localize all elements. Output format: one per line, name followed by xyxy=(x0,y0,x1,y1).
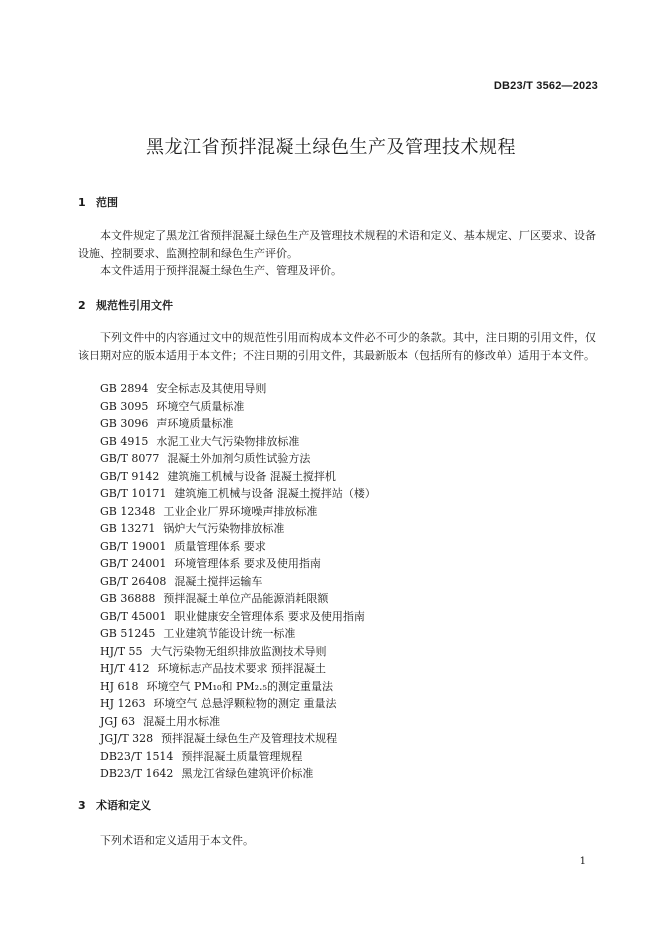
list-item xyxy=(100,590,600,608)
list-item xyxy=(100,520,600,538)
reference-title: 安全标志及其使用导则 xyxy=(156,382,267,395)
list-item xyxy=(100,748,600,766)
reference-code: GB 3096 xyxy=(100,417,149,430)
reference-code: GB/T 19001 xyxy=(100,539,167,553)
list-item xyxy=(100,643,600,661)
reference-title: 黑龙江省绿色建筑评价标准 xyxy=(181,767,314,780)
section-title: 术语和定义 xyxy=(96,799,151,812)
section-heading-normative-references xyxy=(78,297,173,313)
reference-code: GB/T 8077 xyxy=(100,452,160,465)
reference-code: GB/T 45001 xyxy=(100,609,167,623)
reference-code: HJ/T 412 xyxy=(100,662,150,675)
list-item xyxy=(100,538,600,556)
paragraph: 下列术语和定义适用于本文件。 xyxy=(100,834,254,847)
list-item xyxy=(100,503,600,521)
section-number: 3 xyxy=(78,799,86,812)
list-item xyxy=(100,415,600,433)
paragraph: 本文件规定了黑龙江省预拌混凝土绿色生产及管理技术规程的术语和定义、基本规定、厂区要求、设备设施、控制要求、监测控制和绿色生产评价。 xyxy=(78,229,596,260)
reference-code: GB 51245 xyxy=(100,627,156,640)
reference-title: 环境空气 PM₁₀和 PM₂.₅的测定重量法 xyxy=(146,679,333,693)
list-item xyxy=(100,398,600,416)
section-number: 2 xyxy=(78,299,86,312)
reference-code: GB 4915 xyxy=(100,434,149,448)
reference-title: 建筑施工机械与设备 混凝土搅拌机 xyxy=(167,469,336,483)
list-item xyxy=(100,433,600,451)
reference-title: 预拌混凝土绿色生产及管理技术规程 xyxy=(161,732,338,745)
reference-code: GB/T 9142 xyxy=(100,469,160,483)
list-item xyxy=(100,468,600,486)
reference-code: HJ 618 xyxy=(100,679,139,693)
reference-title: 声环境质量标准 xyxy=(156,417,234,430)
reference-title: 环境标志产品技术要求 预拌混凝土 xyxy=(157,662,327,675)
document-code: DB23/T 3562—2023 xyxy=(493,80,598,92)
reference-code: HJ/T 55 xyxy=(100,644,143,658)
paragraph: 下列文件中的内容通过文中的规范性引用而构成本文件必不可少的条款。其中，注日期的引用文件，仅该日期对应的版本适用于本文件；不注日期的引用文件，其最新版本（包括所有的修改单）适用于本文件。 xyxy=(78,331,596,362)
reference-code: GB 3095 xyxy=(100,399,149,413)
reference-title: 混凝土用水标准 xyxy=(143,714,221,728)
reference-code: DB23/T 1642 xyxy=(100,767,174,780)
list-item xyxy=(100,625,600,643)
list-item xyxy=(100,730,600,748)
list-item xyxy=(100,678,600,696)
reference-code: GB/T 10171 xyxy=(100,487,167,500)
list-item xyxy=(100,695,600,713)
reference-code: HJ 1263 xyxy=(100,697,146,710)
section-heading-scope xyxy=(78,194,118,210)
list-item xyxy=(100,555,600,573)
section-heading-terms-definitions xyxy=(78,797,151,813)
reference-title: 质量管理体系 要求 xyxy=(174,539,266,553)
reference-list xyxy=(100,380,600,783)
section-title: 规范性引用文件 xyxy=(96,299,173,312)
section-number: 1 xyxy=(78,196,86,209)
list-item xyxy=(100,765,600,783)
list-item xyxy=(100,660,600,678)
paragraph: 本文件适用于预拌混凝土绿色生产、管理及评价。 xyxy=(100,264,342,277)
reference-title: 工业企业厂界环境噪声排放标准 xyxy=(163,504,318,518)
reference-code: GB 2894 xyxy=(100,382,149,395)
reference-code: JGJ 63 xyxy=(100,714,136,728)
reference-title: 环境空气 总悬浮颗粒物的测定 重量法 xyxy=(153,697,337,710)
reference-title: 预拌混凝土单位产品能源消耗限额 xyxy=(163,592,329,605)
reference-title: 预拌混凝土质量管理规程 xyxy=(181,749,303,763)
page-number: 1 xyxy=(579,856,586,867)
reference-code: JGJ/T 328 xyxy=(100,732,154,745)
list-item xyxy=(100,380,600,398)
list-item xyxy=(100,485,600,503)
section-title: 范围 xyxy=(96,196,118,209)
list-item xyxy=(100,608,600,626)
list-item xyxy=(100,450,600,468)
reference-code: GB 12348 xyxy=(100,504,156,518)
reference-code: DB23/T 1514 xyxy=(100,749,174,763)
reference-code: GB 36888 xyxy=(100,592,156,605)
reference-title: 锅炉大气污染物排放标准 xyxy=(163,522,285,535)
reference-title: 大气污染物无组织排放监测技术导则 xyxy=(150,644,327,658)
reference-title: 环境管理体系 要求及使用指南 xyxy=(174,557,321,570)
reference-code: GB/T 26408 xyxy=(100,574,167,588)
list-item xyxy=(100,573,600,591)
page-title: 黑龙江省预拌混凝土绿色生产及管理技术规程 xyxy=(146,137,516,158)
reference-code: GB/T 24001 xyxy=(100,557,167,570)
reference-title: 职业健康安全管理体系 要求及使用指南 xyxy=(174,609,365,623)
reference-title: 工业建筑节能设计统一标准 xyxy=(163,627,296,640)
reference-title: 环境空气质量标准 xyxy=(156,399,245,413)
reference-title: 混凝土搅拌运输车 xyxy=(174,574,263,588)
reference-code: GB 13271 xyxy=(100,522,156,535)
reference-title: 混凝土外加剂匀质性试验方法 xyxy=(167,452,311,465)
reference-title: 水泥工业大气污染物排放标准 xyxy=(156,434,300,448)
reference-title: 建筑施工机械与设备 混凝土搅拌站（楼） xyxy=(174,487,376,500)
list-item xyxy=(100,713,600,731)
